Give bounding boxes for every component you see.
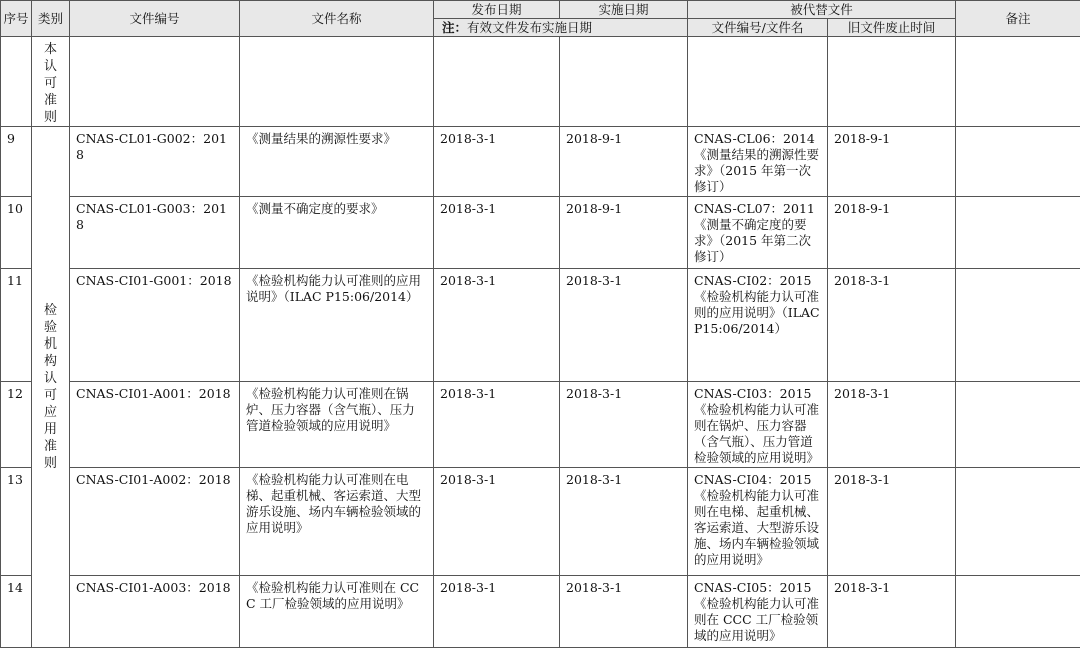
cell-file-name: 《检验机构能力认可准则在锅炉、压力容器（含气瓶）、压力管道检验领域的应用说明》 [240,382,434,468]
cell-empty [688,37,828,127]
category-char: 可 [43,76,57,91]
cell-seq: 9 [1,127,32,197]
category-inspection-cell [32,127,70,648]
cell-old-abolish-date: 2018-3-1 [828,468,956,576]
header-replaced: 被代替文件 [688,1,956,19]
cell-empty [70,37,240,127]
category-char: 准 [43,93,57,108]
cell-file-no: CNAS-CL01-G002：2018 [70,127,240,197]
cell-publish-date: 2018-3-1 [434,382,560,468]
cell-effective-date: 2018-9-1 [560,127,688,197]
cell-empty [560,37,688,127]
header-seq: 序号 [1,1,32,37]
cell-replaced-file: CNAS-CL07：2011《测量不确定度的要求》（2015 年第二次修订） [688,197,828,269]
category-char: 检 [43,303,57,318]
cell-file-no: CNAS-CI01-A002：2018 [70,468,240,576]
header-file-name: 文件名称 [240,1,434,37]
cell-publish-date: 2018-3-1 [434,468,560,576]
cell-seq [1,37,32,127]
cell-publish-date: 2018-3-1 [434,127,560,197]
category-char: 则 [43,456,57,471]
cell-seq: 13 [1,468,32,576]
cell-effective-date: 2018-3-1 [560,269,688,382]
header-publish-date: 发布日期 [434,1,560,19]
cell-seq: 14 [1,576,32,648]
category-char: 用 [43,422,57,437]
cell-remark [956,197,1080,269]
cell-file-name: 《测量结果的溯源性要求》 [240,127,434,197]
note-text: 有效文件发布实施日期 [467,19,593,35]
cell-replaced-file: CNAS-CI02：2015《检验机构能力认可准则的应用说明》（ILAC P15:06/2014） [688,269,828,382]
cell-remark [956,127,1080,197]
header-replaced-no-name: 文件编号/文件名 [688,19,828,37]
category-char: 准 [43,439,57,454]
table-row-top [1,37,1080,127]
cell-effective-date: 2018-3-1 [560,382,688,468]
cell-file-no: CNAS-CI01-A001：2018 [70,382,240,468]
table-row [1,197,1080,269]
table-row [1,127,1080,197]
category-char: 机 [43,337,57,352]
header-old-abolish-date: 旧文件废止时间 [828,19,956,37]
header-effective-date: 实施日期 [560,1,688,19]
category-top-cell [32,37,70,127]
category-char: 构 [43,354,57,369]
cell-old-abolish-date: 2018-3-1 [828,269,956,382]
cell-effective-date: 2018-3-1 [560,576,688,648]
note-prefix: 注： [442,19,468,35]
cell-file-name: 《检验机构能力认可准则在 CCC 工厂检验领域的应用说明》 [240,576,434,648]
header-category: 类别 [32,1,70,37]
table-row [1,269,1080,382]
cell-empty [828,37,956,127]
cell-old-abolish-date: 2018-3-1 [828,576,956,648]
cell-file-no: CNAS-CI01-A003：2018 [70,576,240,648]
cell-effective-date: 2018-9-1 [560,197,688,269]
cell-publish-date: 2018-3-1 [434,269,560,382]
cell-remark [956,576,1080,648]
category-char: 可 [43,388,57,403]
cell-seq: 10 [1,197,32,269]
table-row [1,382,1080,468]
cell-effective-date: 2018-3-1 [560,468,688,576]
cell-replaced-file: CNAS-CI04：2015《检验机构能力认可准则在电梯、起重机械、客运索道、大型游乐设施、场内车辆检验领域的应用说明》 [688,468,828,576]
cell-remark [956,468,1080,576]
cell-remark [956,382,1080,468]
cell-seq: 11 [1,269,32,382]
header-note [434,19,688,37]
cell-remark [956,269,1080,382]
cell-empty [434,37,560,127]
cell-seq: 12 [1,382,32,468]
category-char: 应 [43,405,57,420]
cell-publish-date: 2018-3-1 [434,576,560,648]
cell-publish-date: 2018-3-1 [434,197,560,269]
cell-old-abolish-date: 2018-3-1 [828,382,956,468]
cell-file-name: 《检验机构能力认可准则的应用说明》（ILAC P15:06/2014） [240,269,434,382]
header-file-no: 文件编号 [70,1,240,37]
cell-replaced-file: CNAS-CI03：2015《检验机构能力认可准则在锅炉、压力容器（含气瓶）、压力管道检验领域的应用说明》 [688,382,828,468]
cell-old-abolish-date: 2018-9-1 [828,127,956,197]
header-remarks: 备注 [956,1,1080,37]
cell-file-no: CNAS-CL01-G003：2018 [70,197,240,269]
category-char: 认 [43,371,57,386]
category-char: 本 [43,42,57,57]
category-char: 验 [43,320,57,335]
cell-file-name: 《检验机构能力认可准则在电梯、起重机械、客运索道、大型游乐设施、场内车辆检验领域的应用说明》 [240,468,434,576]
cell-replaced-file: CNAS-CI05：2015《检验机构能力认可准则在 CCC 工厂检验领域的应用说明》 [688,576,828,648]
table-row [1,576,1080,648]
cell-empty [240,37,434,127]
cell-empty [956,37,1080,127]
cell-file-name: 《测量不确定度的要求》 [240,197,434,269]
table-row [1,468,1080,576]
cell-replaced-file: CNAS-CL06：2014《测量结果的溯源性要求》（2015 年第一次修订） [688,127,828,197]
cell-old-abolish-date: 2018-9-1 [828,197,956,269]
cell-file-no: CNAS-CI01-G001：2018 [70,269,240,382]
category-char: 则 [43,110,57,125]
category-char: 认 [43,59,57,74]
